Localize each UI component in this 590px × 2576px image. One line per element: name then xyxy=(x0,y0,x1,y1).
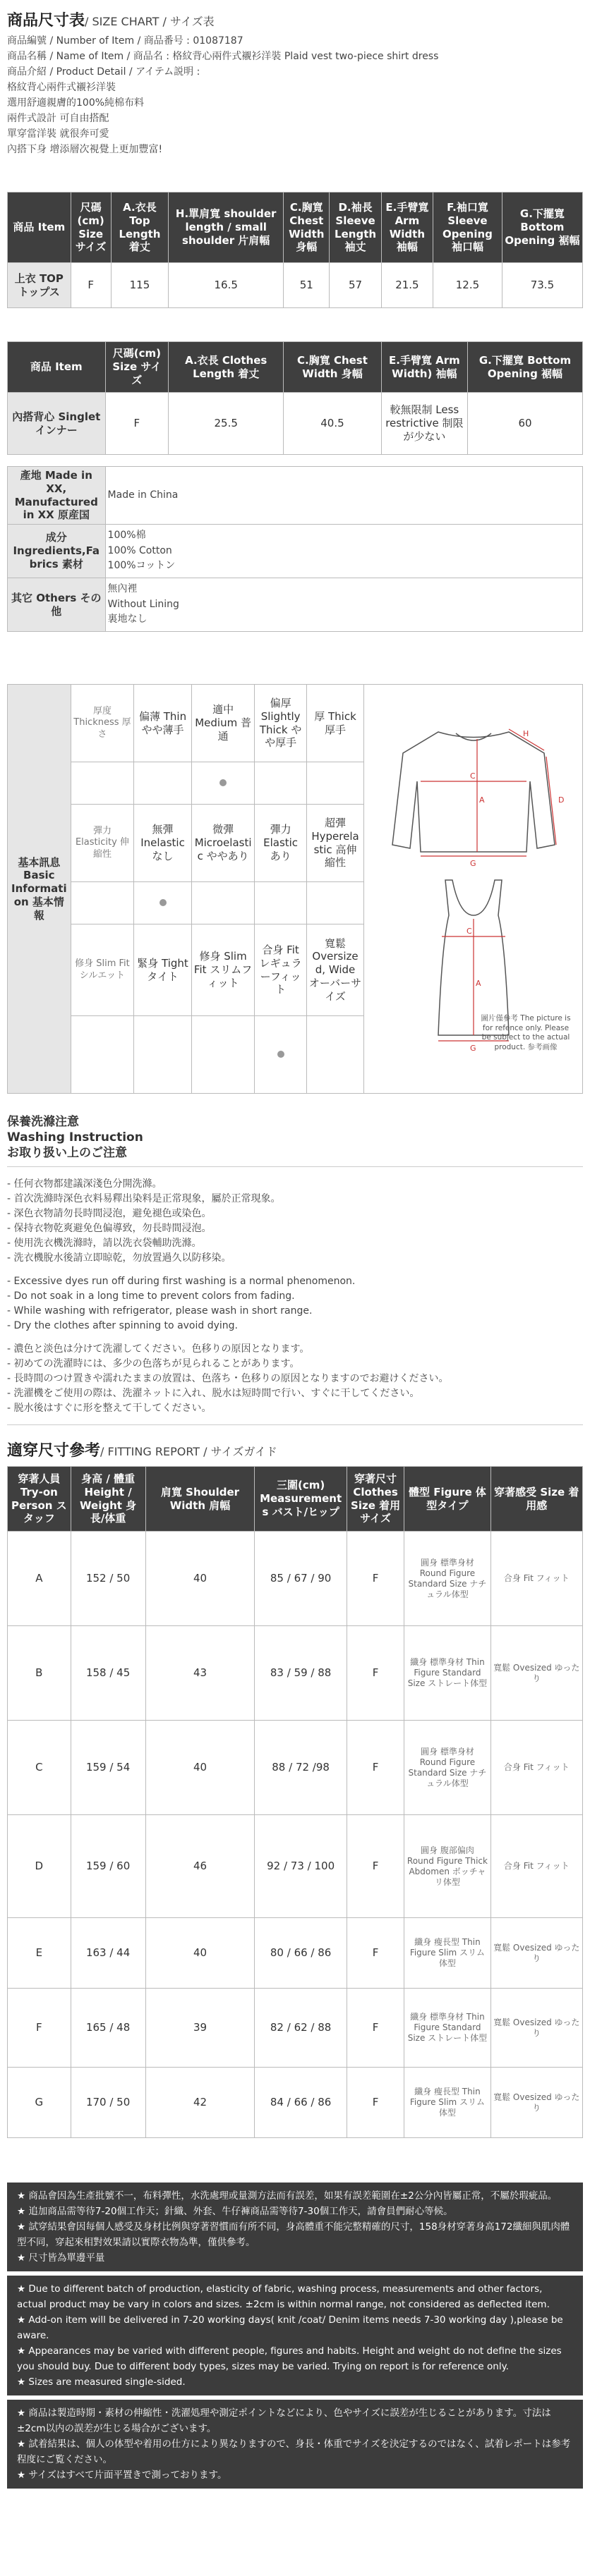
svg-text:G: G xyxy=(469,859,476,869)
elasticity-opt: 微彈 Microelastic ややあり xyxy=(191,805,255,882)
thickness-opt: 偏厚 Slightly Thick やや厚手 xyxy=(255,685,306,762)
cell: 159 / 60 xyxy=(71,1815,145,1918)
cell: 43 xyxy=(145,1626,255,1721)
cell: 46 xyxy=(145,1815,255,1918)
cell: 纖身 標準身材 Thin Figure Standard Size ストレート体型 xyxy=(404,1626,490,1721)
col-sleeve: D.袖長 Sleeve Length 袖丈 xyxy=(330,193,381,263)
col-arm: E.手臂寬 Arm Width) 袖幅 xyxy=(381,342,467,393)
cell: 寬鬆 Ovesized ゆったり xyxy=(490,1626,582,1721)
cell: 80 / 66 / 86 xyxy=(255,1918,347,1989)
col-bottom: G.下擺寬 Bottom Opening 裾幅 xyxy=(467,342,582,393)
elasticity-opt: 彈力 Elastic あり xyxy=(255,805,306,882)
selected-dot-icon xyxy=(219,779,227,786)
col-chest: C.胸寬 Chest Width 身幅 xyxy=(284,342,382,393)
col-arm: E.手臂寬 Arm Width 袖幅 xyxy=(381,193,433,263)
wash-line: - 保持衣物乾爽避免色偏導致，勿長時間浸泡。 xyxy=(7,1223,212,1234)
thickness-opt: 偏薄 Thin やや薄手 xyxy=(134,685,192,762)
cell: F xyxy=(347,1532,404,1626)
fit-opt: 修身 Slim Fit スリムフィット xyxy=(191,924,255,1016)
others-line: 裏地なし xyxy=(107,614,148,625)
item-detail-line: 內搭下身 增添層次視覺上更加豐富! xyxy=(7,144,163,155)
svg-text:G: G xyxy=(469,1044,476,1054)
col-item: 商品 Item xyxy=(8,342,106,393)
cell: 合身 Fit フィット xyxy=(490,1721,582,1815)
cell: 39 xyxy=(145,1989,255,2068)
thickness-opt: 厚 Thick 厚手 xyxy=(306,685,364,762)
svg-text:D: D xyxy=(558,795,565,805)
wash-line: - Excessive dyes run off during first washing is a normal phenomenon. xyxy=(7,1276,356,1287)
fit-label: 修身 Slim Fit シルエット xyxy=(71,924,134,1016)
cell: 42 xyxy=(145,2068,255,2138)
elasticity-label: 彈力 Elasticity 伸縮性 xyxy=(71,805,134,882)
table-row xyxy=(8,2068,583,2138)
cell: 60 xyxy=(467,393,582,455)
col-shoulder: H.單肩寬 shoulder length / small shoulder 片肩幅 xyxy=(169,193,284,263)
item-detail-line: 兩件式設計 可自由搭配 xyxy=(7,113,109,124)
cell: 170 / 50 xyxy=(71,2068,145,2138)
cell: F xyxy=(347,1626,404,1721)
note-line: ★ Add-on item will be delivered in 7-20 working days( knit /coat/ Denim items needs 7-30 working day ),please be aware. xyxy=(17,2314,563,2341)
title-zh: 商品尺寸表 xyxy=(7,12,85,30)
svg-text:A: A xyxy=(475,979,481,989)
fit-dot-cell xyxy=(134,1016,192,1094)
cell: 纖身 瘦長型 Thin Figure Slim スリム体型 xyxy=(404,2068,490,2138)
fit-opt: 緊身 Tight タイト xyxy=(134,924,192,1016)
washing-title-en: Washing Instruction xyxy=(7,1130,143,1144)
size-chart-title xyxy=(7,8,583,30)
note-line: ★ 追加商品需等待7-20個工作天；針織、外套、牛仔褲商品需等待7-30個工作天，請會員們耐心等候。 xyxy=(17,2206,453,2217)
item-number: 商品編號 / Number of Item / 商品番号 : 01087187 xyxy=(7,35,243,47)
col-length: A.衣長 Top Length 着丈 xyxy=(111,193,169,263)
cell: 51 xyxy=(284,263,330,308)
cell: F xyxy=(347,1721,404,1815)
ingredients-values xyxy=(105,525,582,578)
fitting-title-zh: 適穿尺寸參考 xyxy=(7,1442,101,1460)
cell: 85 / 67 / 90 xyxy=(255,1532,347,1626)
wash-line: - Dry the clothes after spinning to avoid dying. xyxy=(7,1320,238,1331)
basic-info-label: 基本訊息 Basic Information 基本情報 xyxy=(8,685,71,1094)
note-line: ★ 商品は製造時期・素材の伸縮性・洗濯処理や測定ポイントなどにより、色やサイズに誤差が生じることがあります。寸法は±2cm以内の誤差が生じる場合がございます。 xyxy=(17,2407,551,2434)
wash-line: - While washing with refrigerator, please wash in short range. xyxy=(7,1305,313,1317)
fitting-title xyxy=(7,1439,583,1460)
top-size-table xyxy=(7,192,583,308)
cell: F xyxy=(347,1815,404,1918)
fitting-title-sub: / FITTING REPORT / サイズガイド xyxy=(100,1445,277,1458)
svg-text:H: H xyxy=(522,729,529,739)
table-row xyxy=(8,1721,583,1815)
cell: 圓身 標準身材 Round Figure Standard Size ナチュラル体型 xyxy=(404,1721,490,1815)
cell: 57 xyxy=(330,263,381,308)
cell: 165 / 48 xyxy=(71,1989,145,2068)
title-sub: / SIZE CHART / サイズ表 xyxy=(85,15,215,28)
cell: 83 / 59 / 88 xyxy=(255,1626,347,1721)
thickness-dot-cell xyxy=(255,762,306,805)
item-detail-line: 格紋背心兩件式襯衫洋裝 xyxy=(7,82,116,93)
col-size: 尺碼(cm) Size サイズ xyxy=(105,342,169,393)
wash-line: - 初めての洗濯時には、多少の色落ちが見られることがあります。 xyxy=(7,1358,300,1369)
cell: 25.5 xyxy=(169,393,284,455)
fit-dot-cell xyxy=(191,1016,255,1094)
cell: 163 / 44 xyxy=(71,1918,145,1989)
wash-line: - 深色衣物請勿長時間浸泡，避免褪色或染色。 xyxy=(7,1208,212,1219)
row-item: 內搭背心 Singlet インナー xyxy=(8,393,106,455)
col-sleeve-opening: F.袖口寬 Sleeve Opening 袖口幅 xyxy=(433,193,502,263)
col-person: 穿著人員 Try-on Person スタッフ xyxy=(8,1467,71,1532)
cell: F xyxy=(8,1989,71,2068)
elasticity-opt: 超彈 Hyperelastic 高伸縮性 xyxy=(306,805,364,882)
thickness-label: 厚度 Thickness 厚さ xyxy=(71,685,134,762)
washing-jp-list xyxy=(7,1342,583,1416)
col-shoulder: 肩寬 Shoulder Width 肩幅 xyxy=(145,1467,255,1532)
cell: 圓身 標準身材 Round Figure Standard Size ナチュラル体型 xyxy=(404,1532,490,1626)
shirt-outline-icon xyxy=(392,732,555,852)
fit-dot-cell xyxy=(255,1016,306,1094)
wash-line: - 脱水後はすぐに形を整えて干してください。 xyxy=(7,1403,212,1414)
cell: A xyxy=(8,1532,71,1626)
elasticity-dot-cell xyxy=(134,882,192,924)
fit-opt: 合身 Fit レギュラーフィット xyxy=(255,924,306,1016)
cell: 152 / 50 xyxy=(71,1532,145,1626)
cell: 較無限制 Less restrictive 制限が少ない xyxy=(381,393,467,455)
cell: 合身 Fit フィット xyxy=(490,1532,582,1626)
item-detail-line: 單穿當洋裝 就很奔可愛 xyxy=(7,128,109,140)
note-line: ★ Due to different batch of production, elasticity of fabric, washing process, measurements and other factors, actual product may be vary in colors and sizes. ±2cm is within normal range, not considered as deflected item. xyxy=(17,2283,550,2310)
wash-line: - 首次洗滌時深色衣料易釋出染料是正常現象，屬於正常現象。 xyxy=(7,1193,281,1204)
others-label: 其它 Others その他 xyxy=(8,578,106,632)
item-name: 商品名稱 / Name of Item / 商品名 : 格紋背心兩件式襯衫洋裝 Plaid vest two-piece shirt dress xyxy=(7,51,439,62)
washing-section xyxy=(7,1114,583,1425)
cell: B xyxy=(8,1626,71,1721)
selected-dot-icon xyxy=(159,899,167,906)
wash-line: - 任何衣物都建議深淺色分開洗滌。 xyxy=(7,1178,162,1190)
table-row xyxy=(8,1815,583,1918)
note-line: ★ 商品會因為生產批號不一，布料彈性，水洗處理或量測方法而有誤差，如果有誤差範圍在±2公分內皆屬正常，不屬於瑕疵品。 xyxy=(17,2190,558,2202)
thickness-dot-cell xyxy=(191,762,255,805)
note-line: ★ 試着結果は、個人の体型や着用の仕方により異なりますので、身長・体重でサイズを決定するのではなく、試着レポートは参考程度にご覧ください。 xyxy=(17,2438,571,2465)
cell: 寬鬆 Ovesized ゆったり xyxy=(490,2068,582,2138)
cell: 纖身 瘦長型 Thin Figure Slim スリム体型 xyxy=(404,1918,490,1989)
cell: 115 xyxy=(111,263,169,308)
notes-jp-box xyxy=(7,2400,583,2489)
ingredient-line: 100%コットン xyxy=(107,560,176,572)
table-row xyxy=(8,1918,583,1989)
wash-line: - 洗衣機脫水後請立即晾乾，勿放置過久以防移染。 xyxy=(7,1252,231,1264)
cell: 73.5 xyxy=(502,263,582,308)
ingredients-label: 成分 Ingredients,Fabrics 素材 xyxy=(8,525,106,578)
thickness-dot-cell xyxy=(306,762,364,805)
svg-text:C: C xyxy=(466,927,472,936)
cell: 40 xyxy=(145,1532,255,1626)
col-item: 商品 Item xyxy=(8,193,71,263)
washing-zh-list xyxy=(7,1177,583,1266)
table-row xyxy=(8,1532,583,1626)
row-item: 上衣 TOP トップス xyxy=(8,263,71,308)
cell: F xyxy=(71,263,111,308)
cell: 40 xyxy=(145,1918,255,1989)
fitting-section xyxy=(7,1439,583,2138)
note-line: ★ Sizes are measured single-sided. xyxy=(17,2376,186,2388)
cell: 寬鬆 Ovesized ゆったり xyxy=(490,1989,582,2068)
cell: 40.5 xyxy=(284,393,382,455)
ingredient-line: 100%棉 xyxy=(107,529,146,541)
garment-diagram xyxy=(364,685,583,1094)
cell: D xyxy=(8,1815,71,1918)
washing-title-zh: 保養洗滌注意 xyxy=(7,1115,79,1129)
table-row xyxy=(8,1626,583,1721)
wash-line: - 洗濯機をご使用の際は、洗濯ネットに入れ、脱水は短時間で行い、すぐに干してください。 xyxy=(7,1388,420,1399)
cell: 158 / 45 xyxy=(71,1626,145,1721)
cell: 16.5 xyxy=(169,263,284,308)
thickness-dot-cell xyxy=(134,762,192,805)
cell: F xyxy=(347,2068,404,2138)
notes-en-box xyxy=(7,2276,583,2395)
origin-value: Made in China xyxy=(105,467,582,525)
note-line: ★ 尺寸皆為單邊平量 xyxy=(17,2252,105,2264)
notes-zh-box xyxy=(7,2183,583,2271)
cell: 纖身 標準身材 Thin Figure Standard Size ストレート体型 xyxy=(404,1989,490,2068)
elasticity-dot-cell xyxy=(255,882,306,924)
cell: G xyxy=(8,2068,71,2138)
washing-title-jp: お取り扱い上のご注意 xyxy=(7,1146,127,1160)
col-figure: 體型 Figure 体型タイプ xyxy=(404,1467,490,1532)
col-size: 尺碼(cm) Size サイズ xyxy=(71,193,111,263)
cell: 12.5 xyxy=(433,263,502,308)
elasticity-dot-cell xyxy=(306,882,364,924)
others-line: 無內裡 xyxy=(107,582,138,594)
elasticity-dot-cell xyxy=(191,882,255,924)
cell: 40 xyxy=(145,1721,255,1815)
note-line: ★ サイズはすべて片面平置きで測っております。 xyxy=(17,2470,227,2481)
col-clothes-size: 穿著尺寸 Clothes Size 着用サイズ xyxy=(347,1467,404,1532)
origin-label: 產地 Made in XX, Manufactured in XX 原産国 xyxy=(8,467,106,525)
cell: 88 / 72 /98 xyxy=(255,1721,347,1815)
fit-dot-cell xyxy=(306,1016,364,1094)
item-detail-label: 商品介紹 / Product Detail / アイテム説明 : xyxy=(7,66,200,78)
item-detail-line: 選用舒適親膚的100%純棉布料 xyxy=(7,97,145,109)
cell: 159 / 54 xyxy=(71,1721,145,1815)
fit-opt: 寬鬆 Oversized, Wide オーバーサイズ xyxy=(306,924,364,1016)
svg-text:A: A xyxy=(478,795,485,805)
col-chest: C.胸寬 Chest Width 身幅 xyxy=(284,193,330,263)
cell: F xyxy=(347,1918,404,1989)
svg-text:C: C xyxy=(469,771,476,781)
cell: C xyxy=(8,1721,71,1815)
note-line: ★ Appearances may be varied with different people, figures and habits. Height and weight do not define the sizes you should buy. Due to different body types, sizes may be varied. Trying on report is for reference only. xyxy=(17,2345,562,2372)
cell: 82 / 62 / 88 xyxy=(255,1989,347,2068)
col-fit: 穿著感受 Size 着用感 xyxy=(490,1467,582,1532)
cell: E xyxy=(8,1918,71,1989)
elasticity-opt: 無彈 Inelastic なし xyxy=(134,805,192,882)
cell: 92 / 73 / 100 xyxy=(255,1815,347,1918)
notes-section xyxy=(7,2183,583,2489)
ingredient-line: 100% Cotton xyxy=(107,544,172,556)
table-row xyxy=(8,1989,583,2068)
cell: F xyxy=(105,393,169,455)
others-line: Without Lining xyxy=(107,598,179,610)
singlet-size-table xyxy=(7,341,583,632)
product-info-list xyxy=(7,33,583,157)
cell: 21.5 xyxy=(381,263,433,308)
selected-dot-icon xyxy=(277,1051,284,1058)
col-bottom: G.下擺寬 Bottom Opening 裾幅 xyxy=(502,193,582,263)
col-height-weight: 身高 / 體重 Height / Weight 身長/体重 xyxy=(71,1467,145,1532)
garment-diagram-svg xyxy=(371,704,576,1070)
cell: 84 / 66 / 86 xyxy=(255,2068,347,2138)
thickness-opt: 適中 Medium 普通 xyxy=(191,685,255,762)
wash-line: - 長時間のつけ置きや濡れたままの放置は、色落ち・色移りの原因となりますのでお避けください。 xyxy=(7,1373,449,1384)
cell: 圓身 腹部偏肉 Round Figure Thick Abdomen ボッチャリ体型 xyxy=(404,1815,490,1918)
cell: 合身 Fit フィット xyxy=(490,1815,582,1918)
cell: 寬鬆 Ovesized ゆったり xyxy=(490,1918,582,1989)
col-length: A.衣長 Clothes Length 着丈 xyxy=(169,342,284,393)
wash-line: - 使用洗衣機洗滌時，請以洗衣袋輔助洗滌。 xyxy=(7,1238,202,1249)
wash-line: - Do not soak in a long time to prevent colors from fading. xyxy=(7,1290,295,1302)
cell: F xyxy=(347,1989,404,2068)
col-measurements: 三圍(cm) Measurements バスト/ヒップ xyxy=(255,1467,347,1532)
diagram-note: 圖片僅參考 The picture is for refence only. Please be subject to the actual product. 参考画像 xyxy=(481,1014,571,1052)
product-info-section xyxy=(7,8,583,157)
others-values xyxy=(105,578,582,632)
note-line: ★ 試穿結果會因每個人感受及身材比例與穿著習慣而有所不同，身高體重不能完整精確的尺寸，158身材穿著身高172纖細與肌肉體型不同，穿起來相對效果請以實際衣物為準，僅供參考。 xyxy=(17,2221,570,2248)
basic-info-section xyxy=(7,684,583,1093)
washing-en-list xyxy=(7,1274,583,1333)
wash-line: - 濃色と淡色は分けて洗濯してください。色移りの原因となります。 xyxy=(7,1343,310,1355)
